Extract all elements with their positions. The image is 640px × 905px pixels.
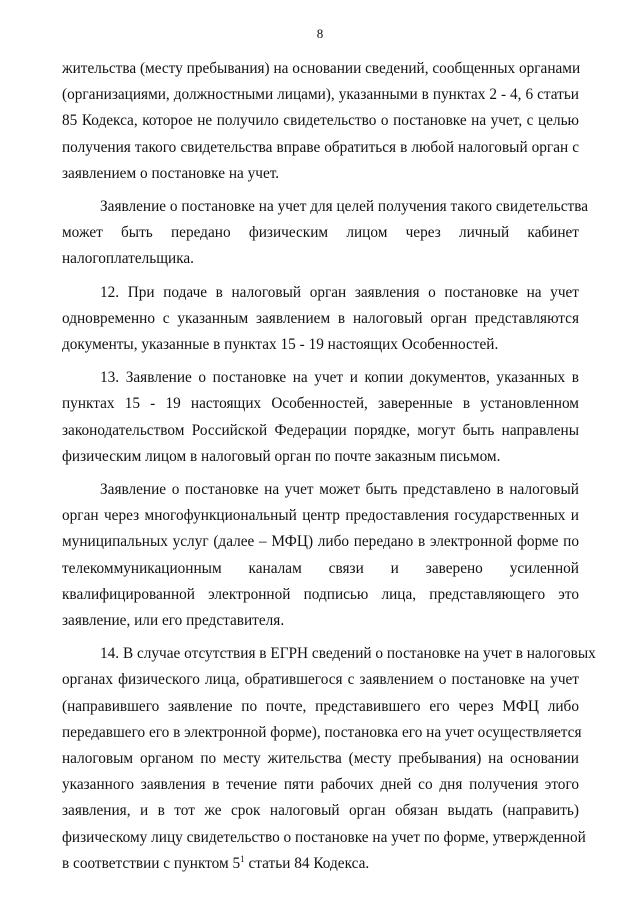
paragraph (62, 641, 596, 877)
text-line: физическим лицом в налоговый орган по почте заказным письмом. (62, 447, 501, 465)
text-line: орган через многофункциональный центр предоставления государственных и (62, 507, 579, 525)
text-line: заявление, или его представителя. (62, 612, 285, 630)
text-line: физическому лицу свидетельство о постановке на учет по форме, утвержденной (62, 828, 586, 846)
paragraph (62, 56, 579, 187)
text-line: пунктах 15 - 19 настоящих Особенностей, заверенные в установленном (62, 395, 579, 413)
text-line: передавшего его в электронной форме), постановка его на учет осуществляется (62, 723, 582, 741)
text-line: муниципальных услуг (далее – МФЦ) либо передано в электронной форме по (62, 533, 579, 551)
superscript: 1 (240, 853, 245, 864)
text-line: Заявление о постановке на учет может быть представлено в налоговый (100, 481, 579, 499)
text-line: указанного заявления в течение пяти рабочих дней со дня получения этого (62, 776, 579, 794)
text-line-last (62, 851, 579, 877)
text-fragment: в соответствии с пунктом 5 (62, 854, 241, 872)
text-line: документы, указанные в пунктах 15 - 19 настоящих Особенностей. (62, 336, 499, 354)
document-body (62, 56, 596, 884)
text-line: (направившего заявление по почте, представившего его через МФЦ либо (62, 697, 579, 715)
text-line: 85 Кодекса, которое не получило свидетельство о постановке на учет, с целью (62, 112, 579, 130)
text-line: заявления, и в тот же срок налоговый орган обязан выдать (направить) (62, 802, 579, 820)
text-line: налогоплательщика. (62, 250, 195, 268)
text-line: 12. При подаче в налоговый орган заявления о постановке на учет (100, 283, 579, 301)
paragraph (62, 194, 589, 273)
text-line: 14. В случае отсутствия в ЕГРН сведений о постановке на учет в налоговых (100, 645, 596, 663)
text-line: законодательством Российской Федерации порядке, могут быть направлены (62, 421, 579, 439)
text-line: одновременно с указанным заявлением в налоговый орган представляются (62, 309, 579, 327)
text-line: налоговым органом по месту жительства (месту пребывания) на основании (62, 750, 579, 768)
text-line: Заявление о постановке на учет для целей получения такого свидетельства (100, 198, 589, 216)
text-line: (организациями, должностными лицами), указанными в пунктах 2 - 4, 6 статьи (62, 86, 579, 104)
paragraph (62, 365, 579, 470)
text-line: заявлением о постановке на учет. (62, 164, 280, 182)
page-number: 8 (316, 26, 324, 41)
text-line: телекоммуникационным каналам связи и заверено усиленной (62, 559, 579, 577)
text-line: получения такого свидетельства вправе обратиться в любой налоговый орган с (62, 138, 579, 156)
paragraph (62, 280, 579, 359)
text-line: органах физического лица, обратившегося с заявлением о постановке на учет (62, 671, 579, 689)
paragraph (62, 477, 579, 634)
text-line: жительства (месту пребывания) на основании сведений, сообщенных органами (62, 60, 581, 77)
text-line: квалифицированной электронной подписью лица, представляющего это (62, 585, 579, 603)
text-line: может быть передано физическим лицом через личный кабинет (62, 224, 579, 242)
text-fragment: статьи 84 Кодекса. (244, 854, 370, 872)
text-line: 13. Заявление о постановке на учет и копии документов, указанных в (100, 369, 579, 387)
